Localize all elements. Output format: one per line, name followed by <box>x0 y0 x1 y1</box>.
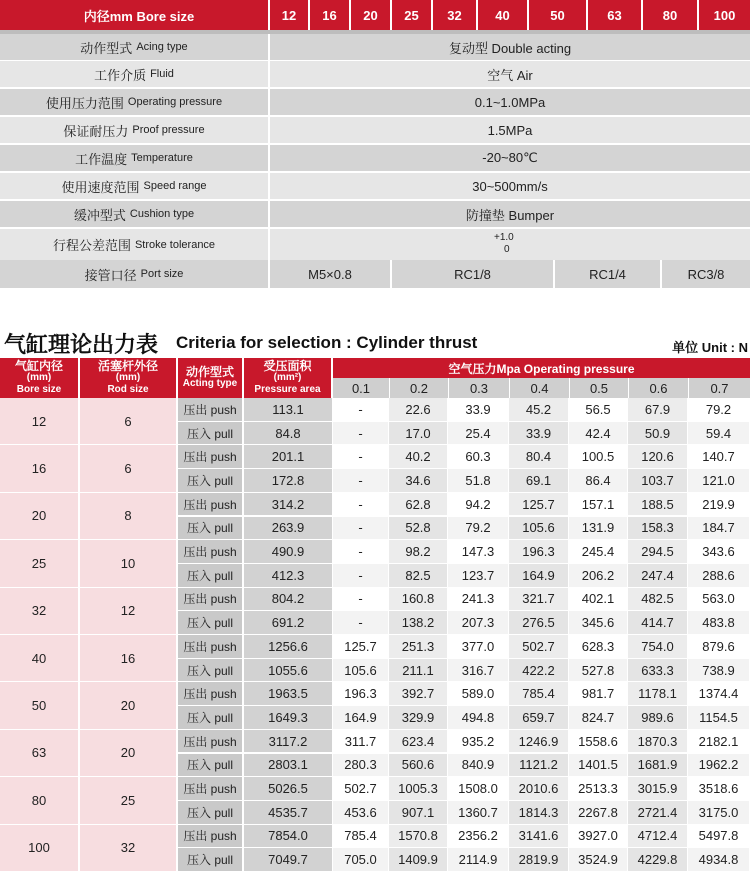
bore-size-cell: 32 <box>0 588 80 635</box>
thrust-value: - <box>333 517 389 541</box>
thrust-value: 2819.9 <box>509 848 569 872</box>
thrust-value: 1121.2 <box>509 754 569 778</box>
spec-bore-size: 63 <box>586 0 641 30</box>
thrust-value: 59.4 <box>688 422 750 446</box>
thrust-value: 4934.8 <box>688 848 750 872</box>
rod-size-header-line: (mm) <box>115 372 141 383</box>
acting-type-push: 压出 push <box>178 398 244 422</box>
thrust-value: 502.7 <box>333 777 389 801</box>
thrust-value: 502.7 <box>509 635 569 659</box>
bore-size-header-line: (mm) <box>26 372 52 383</box>
thrust-value: 321.7 <box>509 588 569 612</box>
thrust-value: 3141.6 <box>509 825 569 849</box>
pressure-area-header-line: Pressure area <box>254 384 321 395</box>
thrust-value: 280.3 <box>333 754 389 778</box>
thrust-value: 51.8 <box>448 469 509 493</box>
pressure-area-value: 172.8 <box>244 469 333 493</box>
thrust-value: 589.0 <box>448 682 509 706</box>
bore-size-header-line: Bore size <box>16 384 62 395</box>
acting-type-pull: 压入 pull <box>178 517 244 541</box>
spec-bore-size: 50 <box>527 0 586 30</box>
thrust-title-en: Criteria for selection : Cylinder thrust <box>176 333 478 352</box>
thrust-value: 3015.9 <box>628 777 688 801</box>
thrust-value: 42.4 <box>569 422 628 446</box>
rod-size-header-line: 活塞杆外径 <box>97 359 158 373</box>
spec-header-label <box>0 0 268 30</box>
thrust-value: 1401.5 <box>569 754 628 778</box>
thrust-value: - <box>333 540 389 564</box>
pressure-area-value: 490.9 <box>244 540 333 564</box>
thrust-value: 79.2 <box>448 517 509 541</box>
thrust-value: 103.7 <box>628 469 688 493</box>
pressure-area-value: 7049.7 <box>244 848 333 872</box>
pressure-area-value: 5026.5 <box>244 777 333 801</box>
acting-type-pull: 压入 pull <box>178 754 244 778</box>
thrust-value: 1409.9 <box>389 848 448 872</box>
bore-size-header <box>0 358 80 398</box>
pressure-value-header: 0.4 <box>509 378 569 398</box>
pressure-area-header-line: 受压面积 <box>263 359 312 373</box>
pressure-area-value: 263.9 <box>244 517 333 541</box>
spec-row-label <box>0 173 268 200</box>
rod-size-cell: 12 <box>80 588 178 635</box>
spec-row-value: 防撞垫 Bumper <box>268 201 750 228</box>
acting-type-pull: 压入 pull <box>178 564 244 588</box>
thrust-title <box>0 328 750 356</box>
acting-type-push: 压出 push <box>178 540 244 564</box>
thrust-value: 33.9 <box>509 422 569 446</box>
spec-row-label-en: Speed range <box>143 180 207 192</box>
spec-row-value: 空气 Air <box>268 61 750 88</box>
thrust-value: 824.7 <box>569 706 628 730</box>
bore-size-cell: 50 <box>0 682 80 729</box>
bore-size-cell: 40 <box>0 635 80 682</box>
thrust-value: 219.9 <box>688 493 750 517</box>
acting-type-push: 压出 push <box>178 777 244 801</box>
acting-type-pull: 压入 pull <box>178 706 244 730</box>
thrust-value: 3175.0 <box>688 801 750 825</box>
thrust-value: 207.3 <box>448 611 509 635</box>
pressure-area-value: 314.2 <box>244 493 333 517</box>
pressure-area-value: 804.2 <box>244 588 333 612</box>
spec-row-label-en: Operating pressure <box>127 96 223 108</box>
acting-type-push: 压出 push <box>178 825 244 849</box>
thrust-value: 206.2 <box>569 564 628 588</box>
rod-size-cell: 10 <box>80 540 178 587</box>
bore-size-header-line: 气缸内径 <box>14 359 63 373</box>
spec-row-label-cn: 缓冲型式 <box>73 207 126 223</box>
spec-row-value: 1.5MPa <box>268 117 750 144</box>
thrust-value: 251.3 <box>389 635 448 659</box>
thrust-value: 121.0 <box>688 469 750 493</box>
acting-type-push: 压出 push <box>178 445 244 469</box>
thrust-value: 2721.4 <box>628 801 688 825</box>
thrust-value: 414.7 <box>628 611 688 635</box>
thrust-value: 3524.9 <box>569 848 628 872</box>
thrust-value: 935.2 <box>448 730 509 754</box>
thrust-value: 2010.6 <box>509 777 569 801</box>
acting-type-pull: 压入 pull <box>178 611 244 635</box>
thrust-value: 125.7 <box>333 635 389 659</box>
thrust-value: 56.5 <box>569 398 628 422</box>
thrust-value: 482.5 <box>628 588 688 612</box>
spec-port-value: RC3/8 <box>660 260 750 288</box>
thrust-value: 345.6 <box>569 611 628 635</box>
operating-pressure-header: 空气压力Mpa Operating pressure <box>333 358 750 378</box>
rod-size-cell: 20 <box>80 682 178 729</box>
thrust-value: 241.3 <box>448 588 509 612</box>
thrust-value: 1154.5 <box>688 706 750 730</box>
spec-row-label <box>0 34 268 61</box>
spec-bore-size: 16 <box>308 0 349 30</box>
pressure-value-header: 0.6 <box>628 378 688 398</box>
thrust-value: 623.4 <box>389 730 448 754</box>
thrust-value: 4712.4 <box>628 825 688 849</box>
rod-size-header <box>80 358 178 398</box>
pressure-area-value: 691.2 <box>244 611 333 635</box>
pressure-area-value: 84.8 <box>244 422 333 446</box>
spec-row-label-cn: 使用压力范围 <box>45 95 124 111</box>
thrust-value: 754.0 <box>628 635 688 659</box>
spec-row-label-en: Fluid <box>150 68 174 80</box>
thrust-value: 138.2 <box>389 611 448 635</box>
acting-type-push: 压出 push <box>178 588 244 612</box>
acting-type-pull: 压入 pull <box>178 659 244 683</box>
thrust-value: 422.2 <box>509 659 569 683</box>
thrust-value: 1374.4 <box>688 682 750 706</box>
thrust-value: 1360.7 <box>448 801 509 825</box>
spec-port-value: M5×0.8 <box>268 260 390 288</box>
thrust-value: 82.5 <box>389 564 448 588</box>
thrust-value: 2114.9 <box>448 848 509 872</box>
spec-tolerance-label-cn: 行程公差范围 <box>52 238 131 253</box>
thrust-value: 1814.3 <box>509 801 569 825</box>
thrust-value: 989.6 <box>628 706 688 730</box>
thrust-value: 288.6 <box>688 564 750 588</box>
thrust-value: 100.5 <box>569 445 628 469</box>
thrust-value: 1508.0 <box>448 777 509 801</box>
thrust-value: 105.6 <box>509 517 569 541</box>
thrust-value: 2513.3 <box>569 777 628 801</box>
spec-row-label-cn: 保证耐压力 <box>63 123 129 139</box>
spec-row-label <box>0 201 268 228</box>
thrust-value: 188.5 <box>628 493 688 517</box>
thrust-value: - <box>333 398 389 422</box>
bore-size-cell: 80 <box>0 777 80 824</box>
thrust-value: 184.7 <box>688 517 750 541</box>
thrust-value: 25.4 <box>448 422 509 446</box>
thrust-value: 69.1 <box>509 469 569 493</box>
thrust-value: 98.2 <box>389 540 448 564</box>
thrust-value: 120.6 <box>628 445 688 469</box>
thrust-value: 659.7 <box>509 706 569 730</box>
thrust-value: 45.2 <box>509 398 569 422</box>
pressure-value-header: 0.5 <box>569 378 628 398</box>
pressure-area-value: 2803.1 <box>244 754 333 778</box>
thrust-value: 907.1 <box>389 801 448 825</box>
thrust-value: 563.0 <box>688 588 750 612</box>
thrust-value: 17.0 <box>389 422 448 446</box>
thrust-value: - <box>333 469 389 493</box>
thrust-unit: 单位 Unit : N <box>672 340 748 355</box>
spec-row-value: 30~500mm/s <box>268 173 750 200</box>
thrust-value: 245.4 <box>569 540 628 564</box>
thrust-value: 94.2 <box>448 493 509 517</box>
thrust-value: 40.2 <box>389 445 448 469</box>
acting-type-push: 压出 push <box>178 493 244 517</box>
thrust-value: 160.8 <box>389 588 448 612</box>
spec-port-label <box>0 260 268 288</box>
thrust-value: 196.3 <box>509 540 569 564</box>
thrust-value: - <box>333 493 389 517</box>
spec-bore-size: 20 <box>349 0 390 30</box>
thrust-value: - <box>333 422 389 446</box>
thrust-value: 1558.6 <box>569 730 628 754</box>
pressure-area-value: 7854.0 <box>244 825 333 849</box>
pressure-area-value: 1649.3 <box>244 706 333 730</box>
spec-row-label <box>0 117 268 144</box>
spec-bore-size: 32 <box>431 0 476 30</box>
bore-size-cell: 16 <box>0 445 80 492</box>
thrust-value: 628.3 <box>569 635 628 659</box>
pressure-value-header: 0.3 <box>448 378 509 398</box>
thrust-value: 329.9 <box>389 706 448 730</box>
thrust-value: 34.6 <box>389 469 448 493</box>
thrust-value: 276.5 <box>509 611 569 635</box>
acting-type-pull: 压入 pull <box>178 469 244 493</box>
spec-port-value: RC1/8 <box>390 260 553 288</box>
thrust-value: 1178.1 <box>628 682 688 706</box>
thrust-value: 1870.3 <box>628 730 688 754</box>
spec-row-value: 复动型 Double acting <box>268 34 750 61</box>
rod-size-cell: 6 <box>80 398 178 445</box>
thrust-value: 22.6 <box>389 398 448 422</box>
acting-type-pull: 压入 pull <box>178 848 244 872</box>
thrust-value: 377.0 <box>448 635 509 659</box>
spec-port-label-cn: 接管口径 <box>84 267 137 283</box>
thrust-value: 560.6 <box>389 754 448 778</box>
thrust-value: 105.6 <box>333 659 389 683</box>
acting-type-push: 压出 push <box>178 635 244 659</box>
thrust-value: 1681.9 <box>628 754 688 778</box>
bore-size-cell: 25 <box>0 540 80 587</box>
spec-row-value: 0.1~1.0MPa <box>268 89 750 116</box>
spec-tolerance-upper: +1.0 <box>494 232 514 243</box>
bore-size-cell: 63 <box>0 730 80 777</box>
thrust-value: 123.7 <box>448 564 509 588</box>
thrust-value: 80.4 <box>509 445 569 469</box>
thrust-value: 343.6 <box>688 540 750 564</box>
thrust-value: 79.2 <box>688 398 750 422</box>
pressure-area-header-line: (mm²) <box>273 372 302 383</box>
thrust-value: 738.9 <box>688 659 750 683</box>
acting-type-push: 压出 push <box>178 730 244 754</box>
thrust-title-cn: 气缸理论出力表 <box>4 332 159 357</box>
thrust-value: 402.1 <box>569 588 628 612</box>
thrust-value: 211.1 <box>389 659 448 683</box>
spec-tolerance-value <box>268 229 750 260</box>
thrust-value: - <box>333 611 389 635</box>
acting-type-pull: 压入 pull <box>178 801 244 825</box>
thrust-value: 62.8 <box>389 493 448 517</box>
acting-type-pull: 压入 pull <box>178 422 244 446</box>
spec-row-value: -20~80℃ <box>268 145 750 172</box>
spec-row-label-en: Cushion type <box>129 208 195 220</box>
thrust-value: 4229.8 <box>628 848 688 872</box>
thrust-value: 247.4 <box>628 564 688 588</box>
thrust-value: 140.7 <box>688 445 750 469</box>
thrust-value: 316.7 <box>448 659 509 683</box>
spec-row-label <box>0 89 268 116</box>
spec-table <box>0 0 750 290</box>
thrust-value: 164.9 <box>333 706 389 730</box>
thrust-value: 1570.8 <box>389 825 448 849</box>
acting-type-header-line: Acting type <box>182 378 238 389</box>
pressure-area-value: 201.1 <box>244 445 333 469</box>
spec-bore-size: 12 <box>268 0 308 30</box>
spec-row-label-cn: 工作温度 <box>75 151 128 167</box>
thrust-value: 2356.2 <box>448 825 509 849</box>
pressure-area-value: 1963.5 <box>244 682 333 706</box>
spec-row-label-en: Proof pressure <box>132 124 205 136</box>
thrust-value: 5497.8 <box>688 825 750 849</box>
rod-size-cell: 6 <box>80 445 178 492</box>
spec-bore-size: 25 <box>390 0 431 30</box>
thrust-value: 453.6 <box>333 801 389 825</box>
thrust-value: 147.3 <box>448 540 509 564</box>
thrust-value: 311.7 <box>333 730 389 754</box>
thrust-value: 3518.6 <box>688 777 750 801</box>
pressure-area-value: 113.1 <box>244 398 333 422</box>
spec-port-value: RC1/4 <box>553 260 660 288</box>
spec-row-label-cn: 使用速度范围 <box>61 179 140 195</box>
thrust-value: 785.4 <box>333 825 389 849</box>
thrust-value: 86.4 <box>569 469 628 493</box>
pressure-value-header: 0.2 <box>389 378 448 398</box>
thrust-value: 131.9 <box>569 517 628 541</box>
bore-size-cell: 100 <box>0 825 80 872</box>
spec-bore-size: 40 <box>476 0 527 30</box>
thrust-value: 50.9 <box>628 422 688 446</box>
spec-row-label-en: Acing type <box>136 41 188 53</box>
spec-row-label <box>0 145 268 172</box>
spec-tolerance-label <box>0 229 268 260</box>
thrust-value: 785.4 <box>509 682 569 706</box>
rod-size-cell: 25 <box>80 777 178 824</box>
pressure-area-value: 1256.6 <box>244 635 333 659</box>
thrust-value: 840.9 <box>448 754 509 778</box>
thrust-value: 60.3 <box>448 445 509 469</box>
thrust-value: 52.8 <box>389 517 448 541</box>
thrust-value: - <box>333 445 389 469</box>
rod-size-header-line: Rod size <box>107 384 149 395</box>
thrust-value: 1962.2 <box>688 754 750 778</box>
acting-type-push: 压出 push <box>178 682 244 706</box>
spec-row-label-en: Temperature <box>131 152 193 164</box>
spec-row-label <box>0 61 268 88</box>
rod-size-cell: 8 <box>80 493 178 540</box>
thrust-value: 2182.1 <box>688 730 750 754</box>
thrust-value: 1005.3 <box>389 777 448 801</box>
rod-size-cell: 32 <box>80 825 178 872</box>
rod-size-cell: 20 <box>80 730 178 777</box>
spec-row-label-cn: 动作型式 <box>80 40 133 56</box>
spec-bore-size: 100 <box>697 0 750 30</box>
thrust-value: 879.6 <box>688 635 750 659</box>
thrust-value: 294.5 <box>628 540 688 564</box>
acting-type-header <box>178 358 244 398</box>
pressure-area-value: 3117.2 <box>244 730 333 754</box>
spec-port-label-en: Port size <box>140 268 184 280</box>
pressure-value-header: 0.7 <box>688 378 750 398</box>
pressure-area-value: 1055.6 <box>244 659 333 683</box>
thrust-value: 1246.9 <box>509 730 569 754</box>
thrust-value: 494.8 <box>448 706 509 730</box>
bore-size-cell: 20 <box>0 493 80 540</box>
spec-header-label-text: 内径mm Bore size <box>83 8 195 24</box>
thrust-value: 633.3 <box>628 659 688 683</box>
thrust-value: 483.8 <box>688 611 750 635</box>
pressure-area-value: 4535.7 <box>244 801 333 825</box>
thrust-value: 157.1 <box>569 493 628 517</box>
thrust-value: 67.9 <box>628 398 688 422</box>
bore-size-cell: 12 <box>0 398 80 445</box>
thrust-value: 125.7 <box>509 493 569 517</box>
thrust-value: 2267.8 <box>569 801 628 825</box>
thrust-value: 3927.0 <box>569 825 628 849</box>
rod-size-cell: 16 <box>80 635 178 682</box>
spec-bore-size: 80 <box>641 0 697 30</box>
thrust-value: 158.3 <box>628 517 688 541</box>
thrust-value: - <box>333 588 389 612</box>
acting-type-header-line: 动作型式 <box>185 365 234 379</box>
pressure-area-header <box>244 358 333 398</box>
thrust-value: 196.3 <box>333 682 389 706</box>
spec-tolerance-lower: 0 <box>504 244 510 255</box>
thrust-value: - <box>333 564 389 588</box>
thrust-value: 164.9 <box>509 564 569 588</box>
thrust-value: 705.0 <box>333 848 389 872</box>
pressure-area-value: 412.3 <box>244 564 333 588</box>
spec-row-label-cn: 工作介质 <box>94 67 147 83</box>
thrust-value: 392.7 <box>389 682 448 706</box>
thrust-value: 981.7 <box>569 682 628 706</box>
spec-tolerance-label-en: Stroke tolerance <box>134 238 216 251</box>
thrust-value: 33.9 <box>448 398 509 422</box>
pressure-value-header: 0.1 <box>333 378 389 398</box>
thrust-value: 527.8 <box>569 659 628 683</box>
